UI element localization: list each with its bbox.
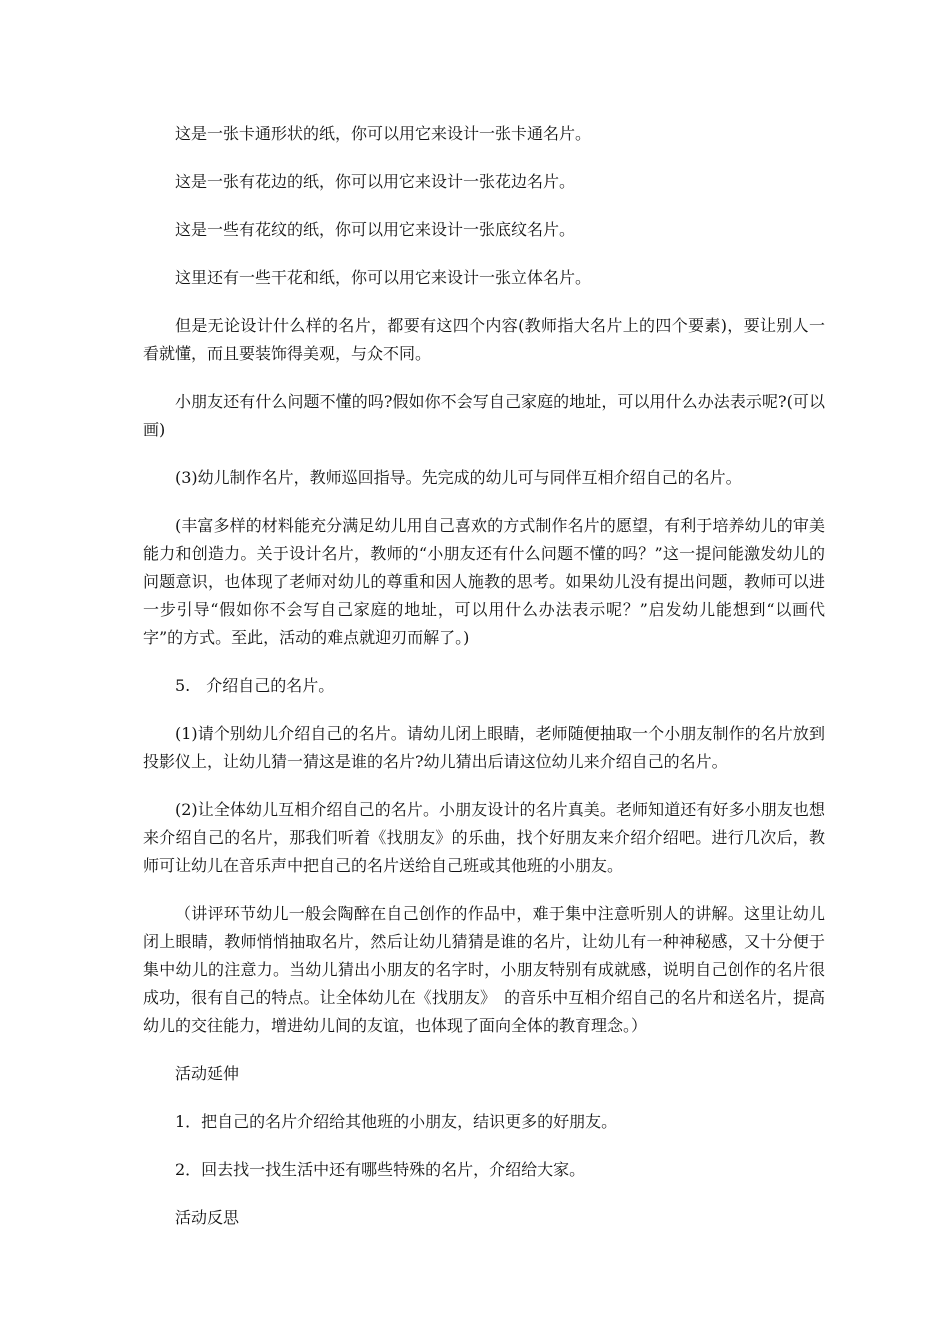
paragraph-step-5-2: (2)让全体幼儿互相介绍自己的名片。小朋友设计的名片真美。老师知道还有好多小朋友也想来介绍自己的名片，那我们听着《找朋友》的乐曲，找个好朋友来介绍介绍吧。进行几次后，教师可让幼儿在音乐声中把自己的名片送给自己班或其他班的小朋友。 (143, 800, 825, 875)
paragraph-comment-materials: (丰富多样的材料能充分满足幼儿用自己喜欢的方式制作名片的愿望，有利于培养幼儿的审美能力和创造力。关于设计名片，教师的“小朋友还有什么问题不懂的吗？”这一提问能激发幼儿的问题意识，也体现了老师对幼儿的尊重和因人施教的思考。如果幼儿没有提出问题，教师可以进一步引导“假如你不会写自己家庭的地址，可以用什么办法表示呢？”启发幼儿能想到“以画代字”的方式。至此，活动的难点就迎刃而解了。) (143, 516, 825, 647)
paragraph-extension-2: 2．回去找一找生活中还有哪些特殊的名片，介绍给大家。 (175, 1160, 586, 1179)
paragraph-step-5-1: (1)请个别幼儿介绍自己的名片。请幼儿闭上眼睛，老师随便抽取一个小朋友制作的名片放到投影仪上，让幼儿猜一猜这是谁的名片?幼儿猜出后请这位幼儿来介绍自己的名片。 (143, 724, 825, 771)
paragraph-cartoon-card: 这是一张卡通形状的纸，你可以用它来设计一张卡通名片。 (175, 124, 592, 143)
paragraph-question: 小朋友还有什么问题不懂的吗?假如你不会写自己家庭的地址，可以用什么办法表示呢?(可以画) (143, 392, 825, 439)
paragraph-comment-review: （讲评环节幼儿一般会陶醉在自己创作的作品中，难于集中注意听别人的讲解。这里让幼儿闭上眼睛，教师悄悄抽取名片，然后让幼儿猜猜是谁的名片，让幼儿有一种神秘感，又十分便于集中幼儿的注意力。当幼儿猜出小朋友的名字时，小朋友特别有成就感，说明自己创作的名片很成功，很有自己的特点。让全体幼儿在《找朋友》 的音乐中互相介绍自己的名片和送名片，提高幼儿的交往能力，增进幼儿间的友谊，也体现了面向全体的教育理念。） (143, 904, 825, 1035)
heading-step-5: 5. 介绍自己的名片。 (175, 676, 335, 695)
heading-activity-reflection: 活动反思 (175, 1208, 240, 1227)
paragraph-step-3: (3)幼儿制作名片，教师巡回指导。先完成的幼儿可与同伴互相介绍自己的名片。 (175, 468, 742, 487)
document-body (143, 120, 825, 1252)
paragraph-pattern-card: 这是一些有花纹的纸，你可以用它来设计一张底纹名片。 (175, 220, 576, 239)
paragraph-lace-card: 这是一张有花边的纸，你可以用它来设计一张花边名片。 (175, 172, 576, 191)
heading-activity-extension: 活动延伸 (175, 1064, 240, 1083)
paragraph-four-elements: 但是无论设计什么样的名片，都要有这四个内容(教师指大名片上的四个要素)，要让别人一看就懂，而且要装饰得美观，与众不同。 (143, 316, 825, 363)
paragraph-extension-1: 1．把自己的名片介绍给其他班的小朋友，结识更多的好朋友。 (175, 1112, 618, 1131)
paragraph-3d-card: 这里还有一些干花和纸，你可以用它来设计一张立体名片。 (175, 268, 592, 287)
